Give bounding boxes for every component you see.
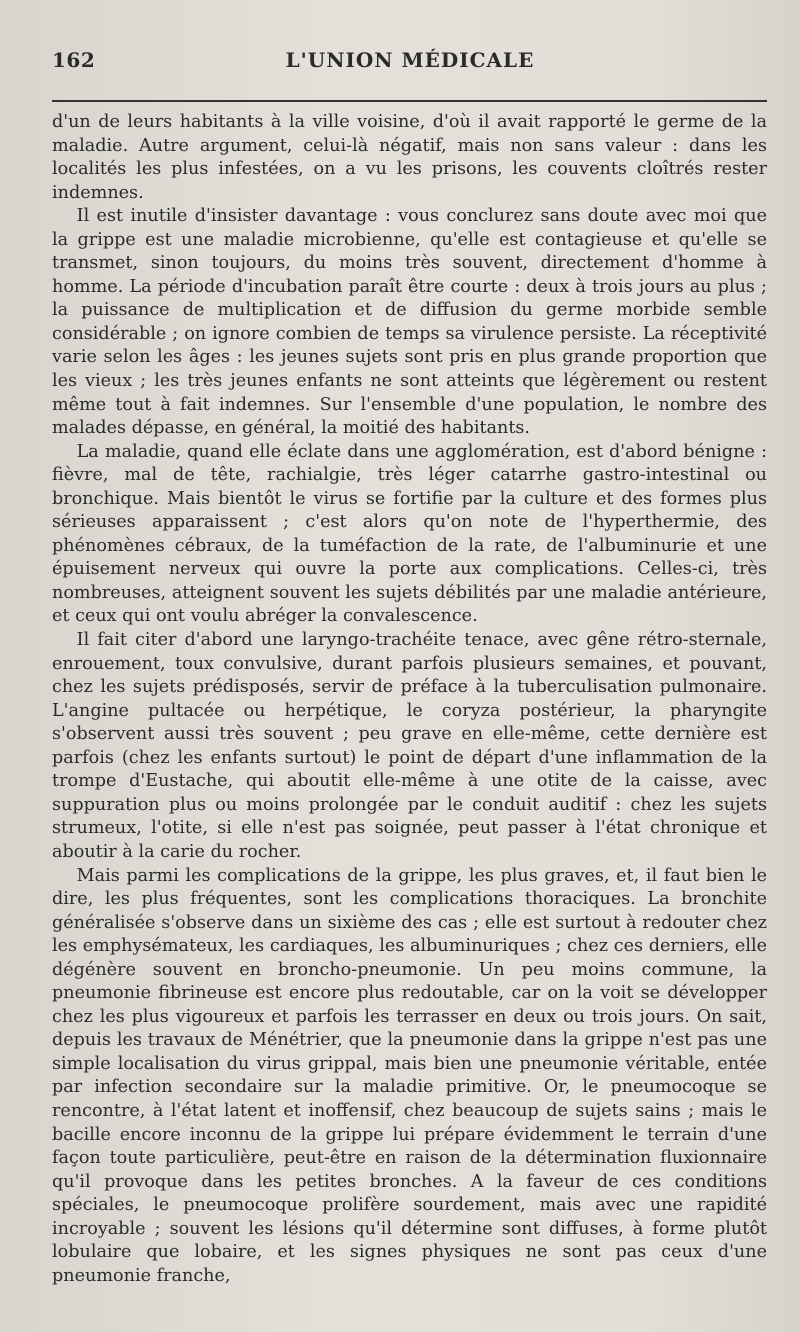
page-header: [52, 44, 768, 78]
paragraph: La maladie, quand elle éclate dans une agglomération, est d'abord bénigne : fièvre, mal de tête, rachialgie, très léger catarrhe gastro-intestinal ou bronchique. Mais bientôt le virus se fortifie par la culture et des formes plus sérieuses apparaissent ; c'est alors qu'on note de l'hyperthermie, des phénomènes cébraux, de la tuméfaction de la rate, de l'albuminurie et une épuisement nerveux qui ouvre la porte aux complications. Celles-ci, très nombreuses, atteignent souvent les sujets débilités par une maladie antérieure, et ceux qui ont voulu abréger la convalescence.: [52, 441, 767, 627]
paragraph: Il fait citer d'abord une laryngo-trachéite tenace, avec gêne rétro-sternale, enrouement, toux convulsive, durant parfois plusieurs semaines, et pouvant, chez les sujets prédisposés, servir de préface à la tuberculisation pulmonaire. L'angine pultacée ou herpétique, le coryza postérieur, la pharyngite s'observent aussi très souvent ; peu grave en elle-même, cette dernière est parfois (chez les enfants surtout) le point de départ d'une inflammation de la trompe d'Eustache, qui aboutit elle-même à une otite de la caisse, avec suppuration plus ou moins prolongée par le conduit auditif : chez les sujets strumeux, l'otite, si elle n'est pas soignée, peut passer à l'état chronique et aboutir à la carie du rocher.: [52, 630, 767, 862]
paragraph-continued: d'un de leurs habitants à la ville voisine, d'où il avait rapporté le germe de la maladie. Autre argument, celui-là négatif, mais non sans valeur : dans les localités les plus infestées, on a vu les prisons, les couvents cloîtrés rester indemnes.: [52, 112, 767, 203]
page-number: 162: [52, 48, 96, 72]
running-title: L'UNION MÉDICALE: [285, 48, 535, 72]
article-body: [52, 111, 767, 1288]
header-rule: [52, 100, 767, 102]
paragraph: Mais parmi les complications de la grippe, les plus graves, et, il faut bien le dire, les plus fréquentes, sont les complications thoraciques. La bronchite généralisée s'observe dans un sixième des cas ; elle est surtout à redouter chez les emphysémateux, les cardiaques, les albuminuriques ; chez ces derniers, elle dégénère souvent en broncho-pneumonie. Un peu moins commune, la pneumonie fibrineuse est encore plus redoutable, car on la voit se développer chez les plus vigoureux et parfois les terrasser en deux ou trois jours. On sait, depuis les travaux de Ménétrier, que la pneumonie dans la grippe n'est pas une simple localisation du virus grippal, mais bien une pneumonie véritable, entée par infection secondaire sur la maladie primitive. Or, le pneumocoque se rencontre, à l'état latent et inoffensif, chez beaucoup de sujets sains ; mais le bacille encore inconnu de la grippe lui prépare évidemment le terrain d'une façon toute particulière, peut-être en raison de la détermination fluxionnaire qu'il provoque dans les petites bronches. A la faveur de ces conditions spéciales, le pneumocoque prolifère sourdement, mais avec une rapidité incroyable ; souvent les lésions qu'il détermine sont diffuses, à forme plutôt lobulaire que lobaire, et les signes physiques ne sont pas ceux d'une pneumonie franche,: [52, 865, 767, 1286]
paragraph: Il est inutile d'insister davantage : vous conclurez sans doute avec moi que la grippe est une maladie microbienne, qu'elle est contagieuse et qu'elle se transmet, sinon toujours, du moins très souvent, directement d'homme à homme. La période d'incubation paraît être courte : deux à trois jours au plus ; la puissance de multiplication et de diffusion du germe morbide semble considérable ; on ignore combien de temps sa virulence persiste. La réceptivité varie selon les âges : les jeunes sujets sont pris en plus grande proportion que les vieux ; les très jeunes enfants ne sont atteints que légèrement ou restent même tout à fait indemnes. Sur l'ensemble d'une population, le nombre des malades dépasse, en général, la moitié des habitants.: [52, 206, 767, 439]
